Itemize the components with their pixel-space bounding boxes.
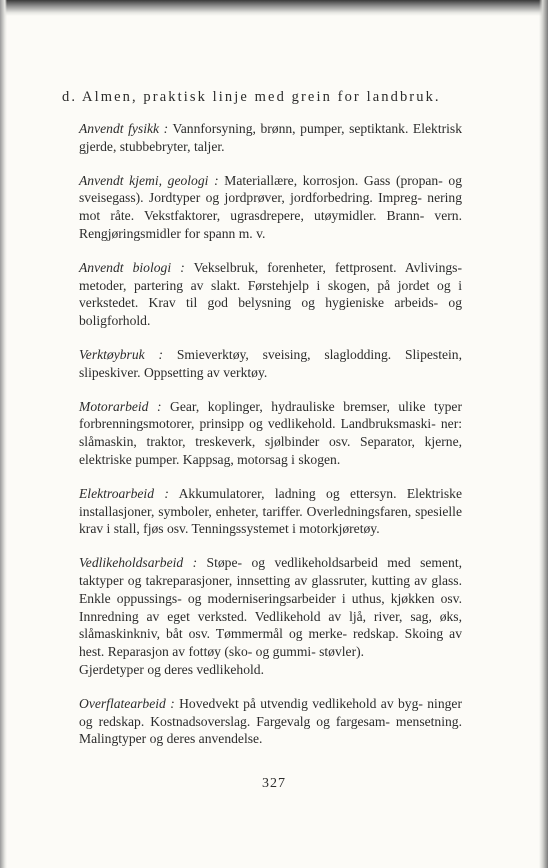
page-left-shadow — [0, 0, 7, 868]
paragraph-label: Anvendt kjemi, geologi : — [79, 172, 219, 188]
paragraph-vedlikeholdsarbeid — [79, 554, 462, 661]
paragraph-text: Støpe- og vedlikeholdsarbeid med sement, taktyper og takreparasjoner, innsetting av glassruter, kutting av glass. Enkle oppussings- og moderniseringsarbeider i uthus, kjøkken osv. Innredning av eget verksted. Vedlikehold av ljå, river, sag, øks, slåmaskinkniv, båt osv. Tømmermål og merke- redskap. Skoing av hest. Reparasjon av fottøy (sko- og gummi- støvler). — [79, 555, 462, 660]
body-text — [79, 120, 462, 748]
paragraph-text: Vannforsyning, brønn, pumper, septiktank. Elektrisk gjerde, stubbebryter, taljer. — [79, 121, 462, 154]
paragraph-elektroarbeid — [79, 485, 462, 538]
page-number: 327 — [262, 776, 286, 791]
paragraph-overflatearbeid — [79, 695, 462, 748]
paragraph-vedlikeholdsarbeid-tail: Gjerdetyper og deres vedlikehold. — [79, 661, 264, 677]
paragraph-label: Overflatearbeid : — [79, 695, 175, 711]
paragraph-anvendt-fysikk — [79, 120, 462, 156]
page-top-shadow — [0, 0, 548, 16]
paragraph-text: Vekselbruk, forenheter, fettprosent. Avlivings- metoder, partering av slakt. Førstehjelp i skogen, på jordet og i verkstedet. Krav til god belysning og hygieniske arbeids- og boligforhold. — [79, 259, 462, 329]
paragraph-text: Gear, koplinger, hydrauliske bremser, ulike typer forbrenningsmotorer, prinsipp og vedlikehold. Landbruksmaski- ner: slåmaskin, traktor, treskeverk, sjølbinder osv. Separator, kjerne, elektriske pumper. Kappsag, motorsag i skogen. — [79, 398, 462, 467]
section-heading: d. Almen, praktisk linje med grein for landbruk. — [62, 89, 441, 105]
paragraph-label: Vedlikeholdsarbeid : — [79, 555, 198, 571]
paragraph-label: Anvendt fysikk : — [79, 121, 169, 136]
paragraph-label: Elektroarbeid : — [79, 485, 169, 501]
page-right-shadow — [539, 0, 548, 868]
paragraph-text: Akkumulatorer, ladning og ettersyn. Elektriske installasjoner, symboler, enheter, tariffer. Overledningsfaren, spesielle krav i stall, fjøs osv. Tenningssystemet i motorkjøretøy. — [79, 485, 462, 537]
paragraph-anvendt-biologi — [79, 259, 462, 330]
paragraph-anvendt-kjemi-geologi — [79, 172, 462, 243]
paragraph-verktoybruk — [79, 346, 462, 382]
paragraph-label: Anvendt biologi : — [79, 259, 185, 275]
paragraph-motorarbeid — [79, 398, 462, 469]
paragraph-text: Materiallære, korrosjon. Gass (propan- og sveisegass). Jordtyper og jordprøver, jordforbedring. Impreg- nering mot råte. Vekstfaktorer, ugrasdrepere, utøymidler. Brann- vern. Rengjøringsmidler for spann m. v. — [79, 172, 462, 241]
paragraph-text: Smieverktøy, sveising, slaglodding. Slipestein, slipeskiver. Oppsetting av verktøy. — [79, 346, 462, 380]
paragraph-label: Motorarbeid : — [79, 398, 162, 414]
paragraph-label: Verktøybruk : — [79, 346, 164, 362]
paragraph-text: Hovedvekt på utvendig vedlikehold av byg- ninger og redskap. Kostnadsoverslag. Fargevalg og fargesam- mensetning. Malingtyper og deres anvendelse. — [79, 695, 462, 747]
